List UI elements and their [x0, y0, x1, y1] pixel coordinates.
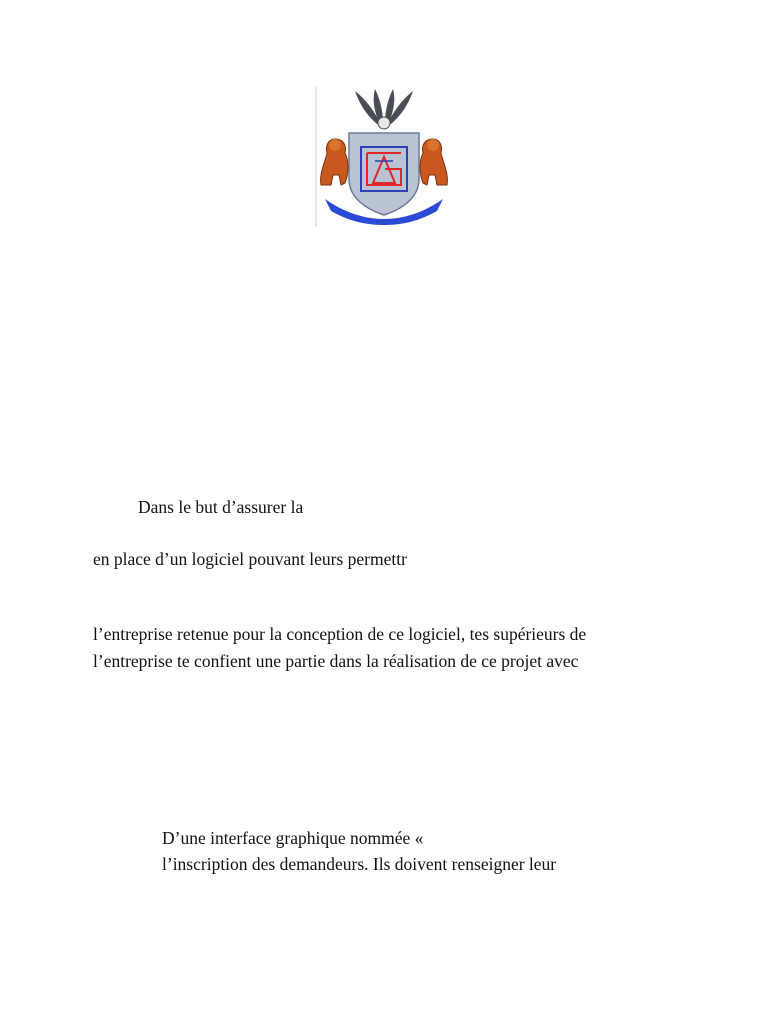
paragraph-line: en place d’un logiciel pouvant leurs permettr: [93, 549, 407, 569]
paragraph-line: l’entreprise retenue pour la conception de ce logiciel, tes supérieurs de: [93, 624, 587, 644]
paragraph-line: l’inscription des demandeurs. Ils doivent renseigner leur: [162, 854, 557, 874]
paragraph-line: l’entreprise te confient une partie dans la réalisation de ce projet avec: [93, 651, 579, 671]
coat-of-arms-icon: [315, 87, 453, 227]
school-logo: [315, 87, 453, 227]
paragraph-line: Dans le but d’assurer la: [138, 497, 304, 517]
paragraph-line: D’une interface graphique nommée «: [162, 828, 424, 848]
